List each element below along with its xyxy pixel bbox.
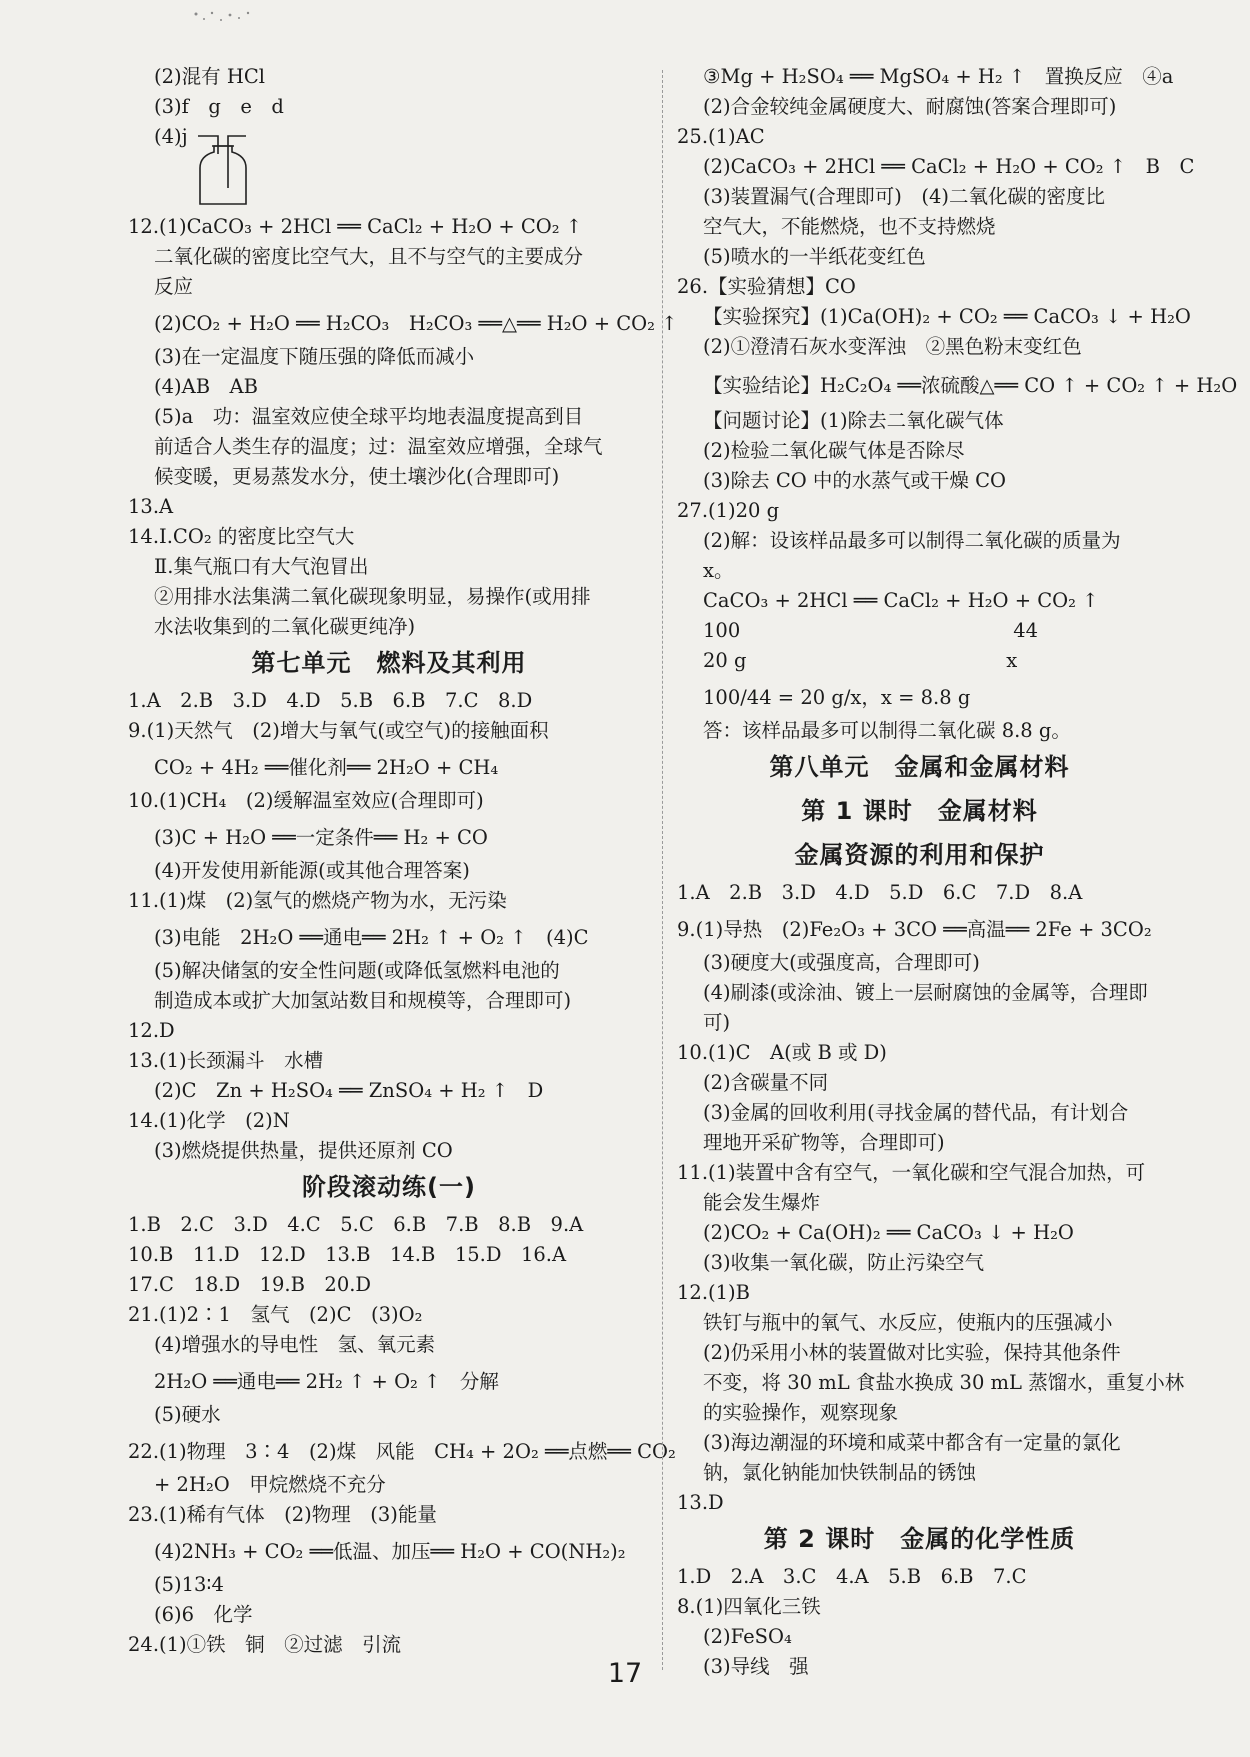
answer-line: (2)①澄清石灰水变浑浊 ②黑色粉末变红色 xyxy=(703,335,1082,358)
answer-line: 水法收集到的二氧化碳更纯净) xyxy=(154,615,416,638)
answer-line: 11.(1)煤 (2)氢气的燃烧产物为水，无污染 xyxy=(128,889,507,912)
answer-line: 26.【实验猜想】CO xyxy=(677,275,856,298)
answer-line: (2)C Zn + H₂SO₄ ══ ZnSO₄ + H₂ ↑ D xyxy=(154,1079,544,1102)
answer-line: CaCO₃ + 2HCl ══ CaCl₂ + H₂O + CO₂ ↑ xyxy=(703,589,1099,612)
answer-line: (3)f g e d xyxy=(154,95,284,118)
answer-line: 24.(1)①铁 铜 ②过滤 引流 xyxy=(128,1633,402,1656)
answer-line: 1.B 2.C 3.D 4.C 5.C 6.B 7.B 8.B 9.A xyxy=(128,1213,584,1236)
answer-line: 1.D 2.A 3.C 4.A 5.B 6.B 7.C xyxy=(677,1565,1027,1588)
answer-line: (3)电能 2H₂O ══通电══ 2H₂ ↑ + O₂ ↑ (4)C xyxy=(154,926,589,949)
answer-line: CO₂ + 4H₂ ══催化剂══ 2H₂O + CH₄ xyxy=(154,756,499,779)
answer-line: 14.(1)化学 (2)N xyxy=(128,1109,290,1132)
answer-line: (4)刷漆(或涂油、镀上一层耐腐蚀的金属等，合理即 xyxy=(703,981,1148,1004)
answer-line: (2)CO₂ + Ca(OH)₂ ══ CaCO₃ ↓ + H₂O xyxy=(703,1221,1074,1244)
answer-line: (3)导线 强 xyxy=(703,1655,809,1678)
answer-line: (3)除去 CO 中的水蒸气或干燥 CO xyxy=(703,469,1007,492)
answer-line: 11.(1)装置中含有空气，一氧化碳和空气混合加热，可 xyxy=(677,1161,1146,1184)
section-heading: 第七单元 燃料及其利用 xyxy=(251,649,527,677)
answer-line: (3)收集一氧化碳，防止污染空气 xyxy=(703,1251,985,1274)
answer-line: ③Mg + H₂SO₄ ══ MgSO₄ + H₂ ↑ 置换反应 ④a xyxy=(703,65,1174,88)
answer-line: 空气大，不能燃烧，也不支持燃烧 xyxy=(703,215,996,238)
answer-line: 钠，氯化钠能加快铁制品的锈蚀 xyxy=(703,1461,977,1484)
section-heading: 阶段滚动练(一) xyxy=(302,1173,476,1201)
answer-line: (5)硬水 xyxy=(154,1403,221,1426)
answer-line: 铁钉与瓶中的氧气、水反应，使瓶内的压强减小 xyxy=(703,1311,1113,1334)
answer-line: 二氧化碳的密度比空气大，且不与空气的主要成分 xyxy=(154,245,584,268)
answer-line: 制造成本或扩大加氢站数目和规模等，合理即可) xyxy=(154,989,572,1012)
answer-line: (2)检验二氧化碳气体是否除尽 xyxy=(703,439,965,462)
answer-line: 【实验探究】(1)Ca(OH)₂ + CO₂ ══ CaCO₃ ↓ + H₂O xyxy=(703,305,1191,328)
answer-line: 10.(1)CH₄ (2)缓解温室效应(合理即可) xyxy=(128,789,484,812)
page-number: 17 xyxy=(607,1658,643,1689)
answer-line: (2)CaCO₃ + 2HCl ══ CaCl₂ + H₂O + CO₂ ↑ B C xyxy=(703,155,1195,178)
section-heading: 第八单元 金属和金属材料 xyxy=(769,753,1070,781)
answer-line: (3)燃烧提供热量，提供还原剂 CO xyxy=(154,1139,453,1162)
answer-line: x。 xyxy=(703,559,734,582)
answer-line: 13.A xyxy=(128,495,174,518)
answer-line: (5)解决储氢的安全性问题(或降低氢燃料电池的 xyxy=(154,959,560,982)
answer-line: (2)含碳量不同 xyxy=(703,1071,829,1094)
answer-line: 可) xyxy=(703,1011,731,1034)
answer-line: 能会发生爆炸 xyxy=(703,1191,821,1214)
column-divider xyxy=(662,70,663,1670)
top-stamp xyxy=(190,8,260,26)
gas-bottle-diagram xyxy=(192,128,252,217)
answer-line: 10.(1)C A(或 B 或 D) xyxy=(677,1041,887,1064)
answer-line: (4)AB AB xyxy=(154,375,258,398)
answer-line: 12.(1)CaCO₃ + 2HCl ══ CaCl₂ + H₂O + CO₂ ↑ xyxy=(128,215,583,238)
answer-line: 2H₂O ══通电══ 2H₂ ↑ + O₂ ↑ 分解 xyxy=(154,1370,499,1393)
answer-line: (4)2NH₃ + CO₂ ══低温、加压══ H₂O + CO(NH₂)₂ xyxy=(154,1540,626,1563)
right-column xyxy=(677,62,1238,1682)
answer-line: 的实验操作，观察现象 xyxy=(703,1401,899,1424)
answer-line: (6)6 化学 xyxy=(154,1603,253,1626)
answer-line: (2)合金较纯金属硬度大、耐腐蚀(答案合理即可) xyxy=(703,95,1117,118)
answer-line: 1.A 2.B 3.D 4.D 5.B 6.B 7.C 8.D xyxy=(128,689,533,712)
answer-line: (3)海边潮湿的环境和咸菜中都含有一定量的氯化 xyxy=(703,1431,1121,1454)
answer-line: 反应 xyxy=(154,275,194,298)
answer-line: (2)仍采用小林的装置做对比实验，保持其他条件 xyxy=(703,1341,1121,1364)
answer-line: (3)金属的回收利用(寻找金属的替代品，有计划合 xyxy=(703,1101,1129,1124)
answer-line: 27.(1)20 g xyxy=(677,499,780,522)
answer-line: 8.(1)四氧化三铁 xyxy=(677,1595,821,1618)
answer-line: Ⅱ.集气瓶口有大气泡冒出 xyxy=(154,555,369,578)
section-heading: 第 2 课时 金属的化学性质 xyxy=(763,1525,1076,1553)
answer-line: 10.B 11.D 12.D 13.B 14.B 15.D 16.A xyxy=(128,1243,567,1266)
answer-line: 理地开采矿物等，合理即可) xyxy=(703,1131,945,1154)
answer-line: (3)硬度大(或强度高，合理即可) xyxy=(703,951,980,974)
answer-line: 不变，将 30 mL 食盐水换成 30 mL 蒸馏水，重复小林 xyxy=(703,1371,1185,1394)
answer-line: 答：该样品最多可以制得二氧化碳 8.8 g。 xyxy=(703,719,1071,742)
answer-line: 12.D xyxy=(128,1019,175,1042)
answer-line: 9.(1)导热 (2)Fe₂O₃ + 3CO ══高温══ 2Fe + 3CO₂ xyxy=(677,918,1152,941)
answer-line: (4)j xyxy=(128,122,650,212)
left-column xyxy=(128,62,678,1660)
answer-line: 1.A 2.B 3.D 4.D 5.D 6.C 7.D 8.A xyxy=(677,881,1083,904)
answer-line: 候变暖，更易蒸发水分，使土壤沙化(合理即可) xyxy=(154,465,560,488)
answer-line: 前适合人类生存的温度；过：温室效应增强，全球气 xyxy=(154,435,603,458)
answer-line: ②用排水法集满二氧化碳现象明显，易操作(或用排 xyxy=(154,585,591,608)
answer-line: (5)13∶4 xyxy=(154,1573,224,1596)
answer-line: (2)混有 HCl xyxy=(154,65,265,88)
answer-line: (3)装置漏气(合理即可) (4)二氧化碳的密度比 xyxy=(703,185,1105,208)
answer-line: 17.C 18.D 19.B 20.D xyxy=(128,1273,372,1296)
answer-line: 9.(1)天然气 (2)增大与氧气(或空气)的接触面积 xyxy=(128,719,549,742)
answer-line: 13.D xyxy=(677,1491,724,1514)
answer-line: (2)解：设该样品最多可以制得二氧化碳的质量为 xyxy=(703,529,1121,552)
answer-line: 22.(1)物理 3∶4 (2)煤 风能 CH₄ + 2O₂ ══点燃══ CO₂ xyxy=(128,1440,676,1463)
answer-line: 【问题讨论】(1)除去二氧化碳气体 xyxy=(703,409,1004,432)
answer-line: + 2H₂O 甲烷燃烧不充分 xyxy=(154,1473,386,1496)
answer-line: (3)在一定温度下随压强的降低而减小 xyxy=(154,345,475,368)
answer-line: 【实验结论】H₂C₂O₄ ══浓硫酸△══ CO ↑ + CO₂ ↑ + H₂O xyxy=(703,374,1238,397)
answer-line: (5)a 功：温室效应使全球平均地表温度提高到目 xyxy=(154,405,584,428)
answer-line: (4)增强水的导电性 氢、氧元素 xyxy=(154,1333,436,1356)
answer-line: (5)喷水的一半纸花变红色 xyxy=(703,245,926,268)
section-heading: 第 1 课时 金属材料 xyxy=(801,797,1038,825)
section-heading: 金属资源的利用和保护 xyxy=(794,841,1045,869)
answer-line: 12.(1)B xyxy=(677,1281,750,1304)
answer-line: (2)FeSO₄ xyxy=(703,1625,792,1648)
answer-line: (2)CO₂ + H₂O ══ H₂CO₃ H₂CO₃ ══△══ H₂O + CO₂ ↑ xyxy=(154,312,678,335)
answer-line: 25.(1)AC xyxy=(677,125,765,148)
answer-line: (3)C + H₂O ══一定条件══ H₂ + CO xyxy=(154,826,488,849)
answer-line: 13.(1)长颈漏斗 水槽 xyxy=(128,1049,324,1072)
answer-line: 100/44 = 20 g/x，x = 8.8 g xyxy=(703,686,971,709)
answer-line: 20 g x xyxy=(703,649,1018,672)
answer-line: (4)开发使用新能源(或其他合理答案) xyxy=(154,859,470,882)
answer-line: 23.(1)稀有气体 (2)物理 (3)能量 xyxy=(128,1503,437,1526)
answer-line: 21.(1)2∶1 氢气 (2)C (3)O₂ xyxy=(128,1303,423,1326)
answer-line: 100 44 xyxy=(703,619,1039,642)
answer-line: 14.Ⅰ.CO₂ 的密度比空气大 xyxy=(128,525,355,548)
